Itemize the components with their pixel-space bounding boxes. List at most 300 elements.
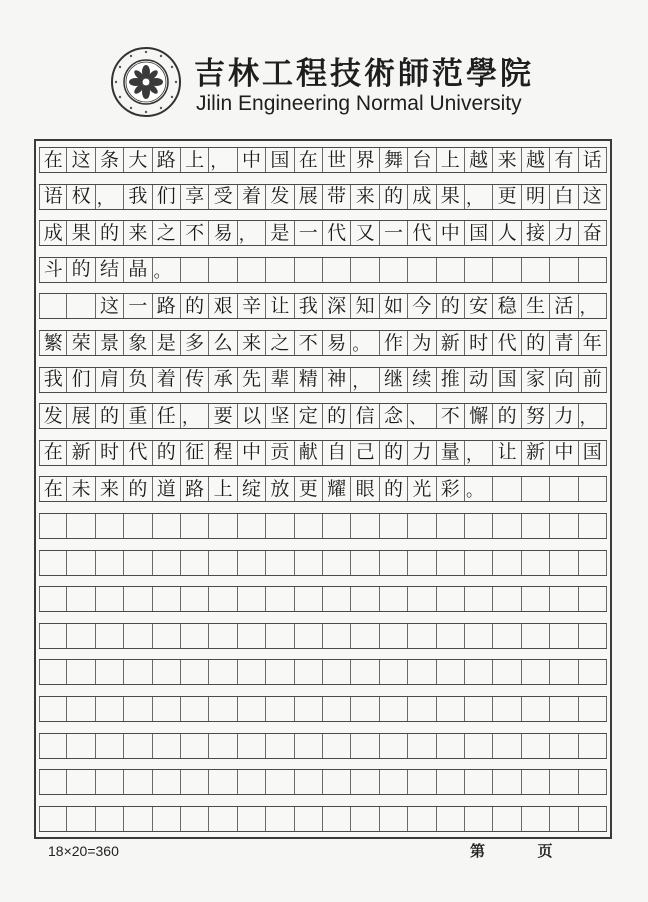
grid-cell (493, 477, 521, 501)
grid-cell: 辈 (266, 368, 294, 392)
grid-cell (493, 770, 521, 794)
grid-row (39, 659, 607, 685)
grid-cell: 上 (209, 477, 237, 501)
grid-cell: 、 (408, 404, 436, 428)
grid-cell: 权 (67, 185, 95, 209)
grid-cell: 象 (124, 331, 152, 355)
grid-cell: 生 (522, 294, 550, 318)
grid-cell: 在 (295, 148, 323, 172)
grid-cell (39, 770, 67, 794)
grid-cell (67, 294, 95, 318)
grid-cell: 是 (266, 221, 294, 245)
grid-row (39, 184, 607, 210)
grid-cell (408, 514, 436, 538)
grid-cell (437, 660, 465, 684)
grid-cell: 荣 (67, 331, 95, 355)
grid-cell (522, 258, 550, 282)
grid-cell: 路 (153, 148, 181, 172)
grid-cell: 奋 (579, 221, 607, 245)
grid-cell (522, 477, 550, 501)
grid-cell: 果 (67, 221, 95, 245)
grid-cell: 今 (408, 294, 436, 318)
grid-cell (351, 624, 379, 648)
grid-cell (238, 734, 266, 758)
grid-cell (39, 624, 67, 648)
grid-cell: 着 (153, 368, 181, 392)
grid-cell (437, 734, 465, 758)
grid-cell: 的 (493, 404, 521, 428)
grid-cell (238, 258, 266, 282)
grid-cell: 一 (295, 221, 323, 245)
grid-cell (323, 587, 351, 611)
grid-cell: 条 (96, 148, 124, 172)
grid-cell (181, 514, 209, 538)
grid-cell (67, 551, 95, 575)
grid-cell: 懈 (465, 404, 493, 428)
grid-cell (465, 258, 493, 282)
grid-cell (181, 660, 209, 684)
grid-cell (96, 624, 124, 648)
grid-cell: ， (579, 404, 607, 428)
grid-cell: 大 (124, 148, 152, 172)
grid-cell (550, 624, 578, 648)
grid-cell (522, 770, 550, 794)
grid-cell: 界 (351, 148, 379, 172)
grid-cell (67, 587, 95, 611)
grid-cell: 国 (266, 148, 294, 172)
grid-cell: 知 (351, 294, 379, 318)
grid-cell (351, 697, 379, 721)
grid-cell: 路 (181, 477, 209, 501)
grid-cell (96, 514, 124, 538)
grid-cell: ， (181, 404, 209, 428)
grid-cell (550, 697, 578, 721)
grid-cell (323, 734, 351, 758)
grid-cell (209, 770, 237, 794)
grid-cell (437, 587, 465, 611)
grid-cell (153, 624, 181, 648)
writing-grid-sheet (34, 139, 612, 839)
grid-cell (380, 697, 408, 721)
grid-cell (408, 770, 436, 794)
grid-cell (266, 807, 294, 831)
grid-cell (209, 258, 237, 282)
grid-cell: 青 (550, 331, 578, 355)
grid-cell (550, 477, 578, 501)
grid-cell (437, 624, 465, 648)
grid-cell: 为 (408, 331, 436, 355)
grid-cell (437, 258, 465, 282)
grid-cell: 艰 (209, 294, 237, 318)
grid-cell: 重 (124, 404, 152, 428)
grid-row (39, 147, 607, 173)
grid-cell: 代 (493, 331, 521, 355)
grid-cell (39, 514, 67, 538)
grid-cell (579, 660, 607, 684)
grid-cell (323, 770, 351, 794)
grid-cell (238, 807, 266, 831)
grid-cell (295, 624, 323, 648)
grid-cell (380, 624, 408, 648)
grid-cell (323, 551, 351, 575)
grid-cell: 来 (238, 331, 266, 355)
grid-cell (408, 807, 436, 831)
grid-cell: 多 (181, 331, 209, 355)
grid-row (39, 513, 607, 539)
grid-cell (67, 660, 95, 684)
grid-row (39, 733, 607, 759)
grid-cell (408, 660, 436, 684)
grid-cell (209, 587, 237, 611)
grid-cell (550, 514, 578, 538)
grid-cell (39, 697, 67, 721)
grid-cell: 承 (209, 368, 237, 392)
grid-cell: 作 (380, 331, 408, 355)
grid-cell: 续 (408, 368, 436, 392)
grid-cell: ， (351, 368, 379, 392)
grid-cell (550, 587, 578, 611)
grid-cell (295, 514, 323, 538)
grid-cell: ， (96, 185, 124, 209)
grid-cell (96, 807, 124, 831)
grid-cell (579, 258, 607, 282)
grid-cell: 们 (153, 185, 181, 209)
grid-cell (209, 660, 237, 684)
grid-cell: 力 (550, 404, 578, 428)
page-label-suffix: 页 (537, 842, 553, 860)
grid-cell: 自 (323, 441, 351, 465)
grid-cell (465, 551, 493, 575)
grid-cell: 先 (238, 368, 266, 392)
grid-cell: 国 (493, 368, 521, 392)
grid-cell (550, 770, 578, 794)
grid-cell: 的 (124, 477, 152, 501)
grid-cell (579, 624, 607, 648)
grid-cell: 一 (124, 294, 152, 318)
grid-cell (124, 514, 152, 538)
grid-cell: 努 (522, 404, 550, 428)
grid-row (39, 440, 607, 466)
grid-cell (579, 587, 607, 611)
grid-cell: 世 (323, 148, 351, 172)
grid-cell: 中 (238, 441, 266, 465)
grid-cell: 征 (181, 441, 209, 465)
grid-cell: 越 (522, 148, 550, 172)
grid-cell: 我 (124, 185, 152, 209)
grid-cell (209, 514, 237, 538)
grid-cell (67, 514, 95, 538)
grid-cell: 发 (39, 404, 67, 428)
grid-cell (380, 734, 408, 758)
grid-cell: 眼 (351, 477, 379, 501)
grid-cell: 。 (351, 331, 379, 355)
grid-cell: 的 (181, 294, 209, 318)
grid-cell: 深 (323, 294, 351, 318)
grid-cell (295, 587, 323, 611)
grid-cell: 越 (465, 148, 493, 172)
grid-cell (96, 770, 124, 794)
grid-cell: 精 (295, 368, 323, 392)
grid-cell (67, 807, 95, 831)
grid-cell (493, 734, 521, 758)
grid-cell (380, 587, 408, 611)
grid-cell (124, 587, 152, 611)
grid-cell: 白 (550, 185, 578, 209)
grid-cell: 明 (522, 185, 550, 209)
grid-cell: ， (238, 221, 266, 245)
grid-cell: 在 (39, 477, 67, 501)
grid-cell (153, 734, 181, 758)
grid-cell (579, 734, 607, 758)
grid-cell: 放 (266, 477, 294, 501)
grid-cell: 在 (39, 441, 67, 465)
grid-cell (493, 624, 521, 648)
grid-cell (351, 587, 379, 611)
grid-cell (124, 807, 152, 831)
grid-cell: 之 (153, 221, 181, 245)
grid-cell: 舞 (380, 148, 408, 172)
grid-cell (550, 660, 578, 684)
grid-cell (39, 587, 67, 611)
grid-cell (209, 551, 237, 575)
grid-cell: 坚 (266, 404, 294, 428)
school-name-chinese: 吉林工程技術師范學院 (194, 56, 534, 92)
grid-cell (323, 807, 351, 831)
grid-cell (67, 697, 95, 721)
grid-cell (266, 624, 294, 648)
grid-cell (124, 660, 152, 684)
grid-cell (408, 587, 436, 611)
grid-row (39, 220, 607, 246)
grid-cell (550, 734, 578, 758)
grid-cell (351, 770, 379, 794)
grid-cell: 来 (124, 221, 152, 245)
grid-row (39, 806, 607, 832)
grid-cell: 易 (209, 221, 237, 245)
grid-cell (493, 697, 521, 721)
grid-cell (380, 660, 408, 684)
grid-cell (67, 624, 95, 648)
grid-cell: 定 (295, 404, 323, 428)
grid-cell: 们 (67, 368, 95, 392)
grid-cell (579, 514, 607, 538)
grid-cell: 景 (96, 331, 124, 355)
grid-cell: 的 (380, 477, 408, 501)
grid-cell: 要 (209, 404, 237, 428)
grid-spec-label: 18×20=360 (48, 843, 119, 859)
grid-row (39, 623, 607, 649)
grid-cell (465, 734, 493, 758)
grid-cell (295, 734, 323, 758)
grid-cell (522, 807, 550, 831)
page-label-prefix: 第 (470, 842, 486, 860)
grid-cell: 新 (522, 441, 550, 465)
grid-cell (96, 660, 124, 684)
grid-cell: 任 (153, 404, 181, 428)
grid-row (39, 769, 607, 795)
grid-cell: 语 (39, 185, 67, 209)
grid-cell: 己 (351, 441, 379, 465)
grid-cell (124, 734, 152, 758)
grid-cell: 易 (323, 331, 351, 355)
grid-cell (351, 734, 379, 758)
grid-cell (323, 660, 351, 684)
grid-cell (181, 770, 209, 794)
grid-cell: 这 (67, 148, 95, 172)
grid-cell (67, 734, 95, 758)
grid-cell: 成 (39, 221, 67, 245)
grid-cell: 让 (266, 294, 294, 318)
grid-cell (39, 294, 67, 318)
grid-cell (124, 551, 152, 575)
grid-cell: 。 (465, 477, 493, 501)
grid-cell: 继 (380, 368, 408, 392)
grid-cell (380, 514, 408, 538)
grid-cell: 的 (522, 331, 550, 355)
grid-cell (209, 697, 237, 721)
grid-cell: 更 (493, 185, 521, 209)
grid-cell: 有 (550, 148, 578, 172)
grid-cell: 上 (437, 148, 465, 172)
grid-cell (67, 770, 95, 794)
grid-cell (408, 551, 436, 575)
grid-cell (550, 807, 578, 831)
grid-cell: 前 (579, 368, 607, 392)
grid-cell: 来 (351, 185, 379, 209)
grid-cell (266, 551, 294, 575)
grid-cell (153, 551, 181, 575)
grid-cell (522, 697, 550, 721)
grid-cell: 贡 (266, 441, 294, 465)
grid-cell: 的 (437, 294, 465, 318)
grid-cell (238, 697, 266, 721)
grid-cell (579, 477, 607, 501)
grid-cell (380, 807, 408, 831)
grid-cell (493, 587, 521, 611)
grid-cell: 的 (323, 404, 351, 428)
grid-row (39, 696, 607, 722)
grid-cell (465, 770, 493, 794)
grid-cell (380, 770, 408, 794)
grid-cell: 国 (579, 441, 607, 465)
grid-cell (522, 514, 550, 538)
grid-cell (266, 697, 294, 721)
grid-cell: 这 (96, 294, 124, 318)
grid-cell (39, 660, 67, 684)
grid-cell (209, 807, 237, 831)
grid-cell: 不 (181, 221, 209, 245)
grid-cell (209, 734, 237, 758)
grid-cell (323, 697, 351, 721)
grid-cell: 受 (209, 185, 237, 209)
grid-cell: 彩 (437, 477, 465, 501)
grid-cell (522, 734, 550, 758)
grid-cell (579, 770, 607, 794)
grid-cell: 享 (181, 185, 209, 209)
grid-cell: 的 (96, 221, 124, 245)
grid-cell: 。 (153, 258, 181, 282)
grid-cell (181, 624, 209, 648)
grid-cell: 上 (181, 148, 209, 172)
grid-cell (493, 551, 521, 575)
grid-cell (437, 807, 465, 831)
grid-cell: 力 (408, 441, 436, 465)
school-seal-logo (110, 46, 182, 118)
grid-cell (408, 734, 436, 758)
grid-cell: 耀 (323, 477, 351, 501)
grid-cell: 以 (238, 404, 266, 428)
grid-cell (238, 514, 266, 538)
grid-cell (465, 660, 493, 684)
grid-cell (153, 514, 181, 538)
grid-cell: 着 (238, 185, 266, 209)
grid-cell (266, 258, 294, 282)
grid-cell (295, 551, 323, 575)
grid-cell: 如 (380, 294, 408, 318)
grid-cell (522, 660, 550, 684)
grid-cell: 路 (153, 294, 181, 318)
grid-cell: 成 (408, 185, 436, 209)
grid-cell: 中 (437, 221, 465, 245)
grid-cell (295, 697, 323, 721)
grid-cell: 辛 (238, 294, 266, 318)
grid-cell (238, 624, 266, 648)
grid-cell: 力 (550, 221, 578, 245)
grid-row (39, 403, 607, 429)
grid-cell (351, 514, 379, 538)
grid-cell: 更 (295, 477, 323, 501)
grid-cell (493, 514, 521, 538)
grid-cell (96, 587, 124, 611)
grid-cell: 展 (295, 185, 323, 209)
grid-cell: 的 (153, 441, 181, 465)
grid-cell: 念 (380, 404, 408, 428)
grid-cell (39, 807, 67, 831)
grid-cell (380, 551, 408, 575)
school-name-english: Jilin Engineering Normal University (196, 92, 522, 115)
grid-cell (209, 624, 237, 648)
grid-cell: 动 (465, 368, 493, 392)
grid-cell: 年 (579, 331, 607, 355)
grid-cell: 让 (493, 441, 521, 465)
grid-cell: 向 (550, 368, 578, 392)
grid-cell: 未 (67, 477, 95, 501)
grid-cell: 接 (522, 221, 550, 245)
grid-cell: 的 (96, 404, 124, 428)
grid-cell (408, 624, 436, 648)
grid-cell: 程 (209, 441, 237, 465)
grid-cell: 的 (380, 185, 408, 209)
grid-cell (437, 551, 465, 575)
grid-cell: 来 (96, 477, 124, 501)
grid-cell: 国 (465, 221, 493, 245)
grid-cell (493, 258, 521, 282)
page-number-label (470, 840, 553, 861)
grid-cell: 来 (493, 148, 521, 172)
grid-cell: 晶 (124, 258, 152, 282)
grid-cell: 不 (437, 404, 465, 428)
grid-cell: 发 (266, 185, 294, 209)
grid-cell (380, 258, 408, 282)
grid-cell: 绽 (238, 477, 266, 501)
grid-cell (181, 697, 209, 721)
grid-cell: ， (465, 185, 493, 209)
grid-cell: 结 (96, 258, 124, 282)
grid-cell: 不 (295, 331, 323, 355)
grid-cell: 传 (181, 368, 209, 392)
grid-cell (295, 258, 323, 282)
grid-cell (465, 514, 493, 538)
